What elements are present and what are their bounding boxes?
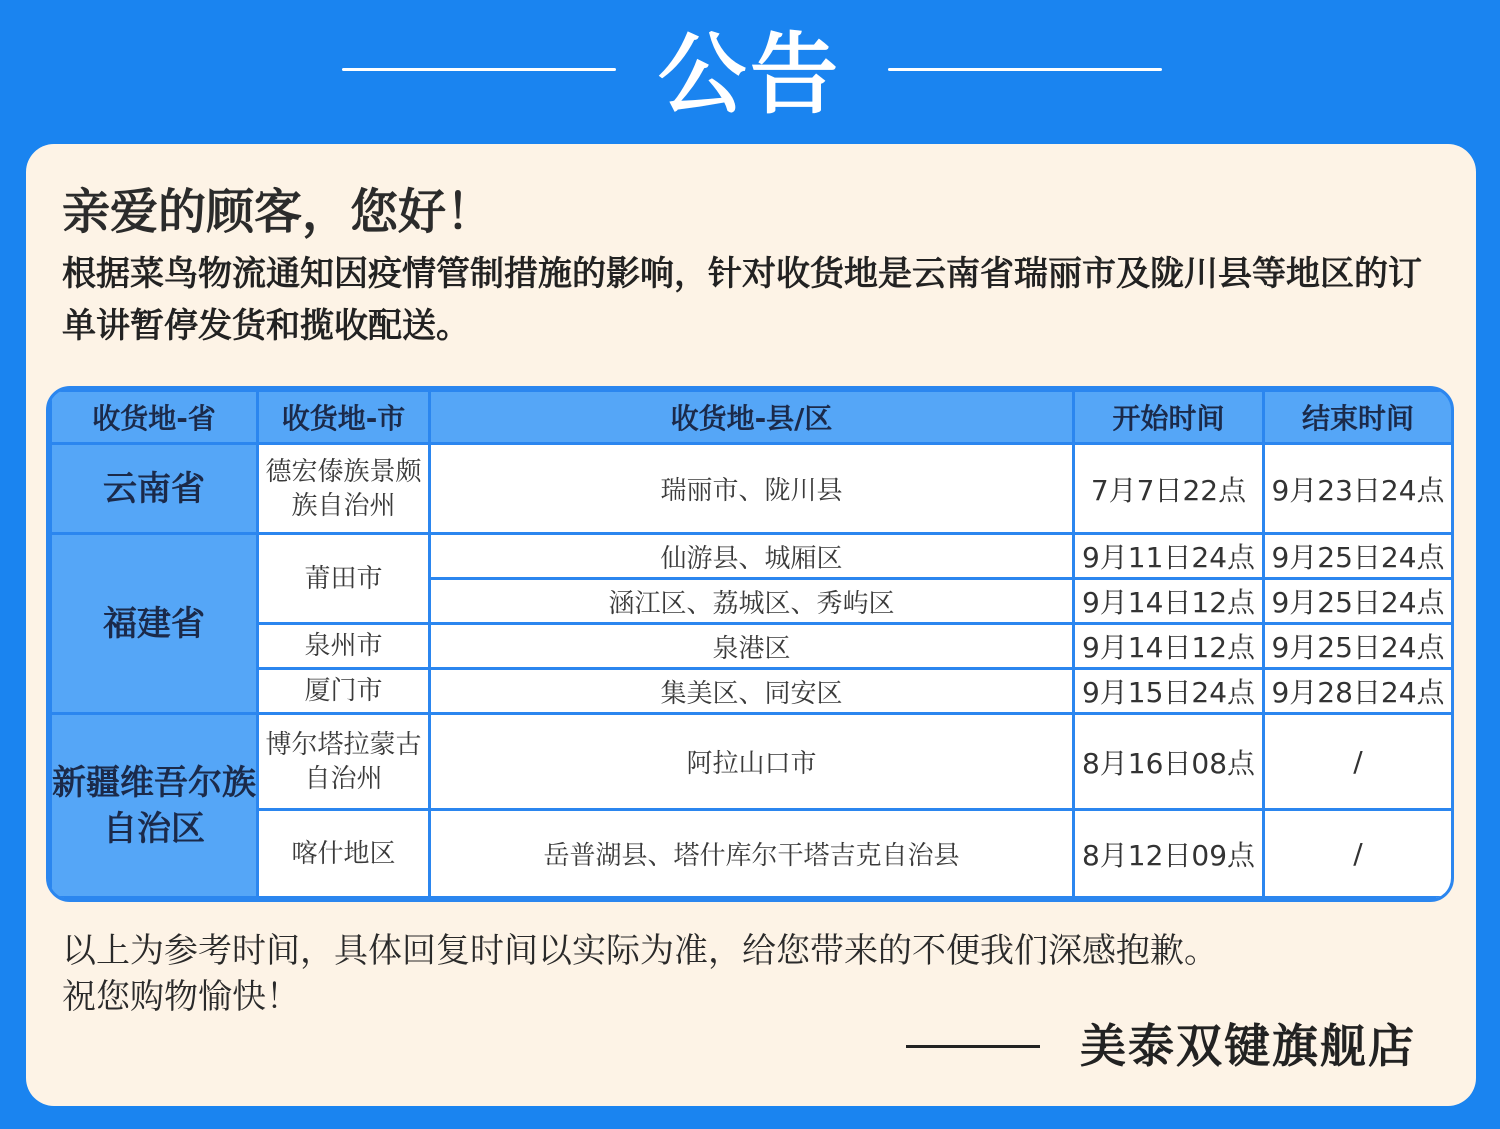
province-cell: 云南省 [51, 444, 258, 534]
city-cell: 博尔塔拉蒙古自治州 [258, 714, 430, 810]
notice-card [26, 144, 1476, 1106]
county-cell: 涵江区、荔城区、秀屿区 [430, 579, 1074, 624]
county-cell: 阿拉山口市 [430, 714, 1074, 810]
closing-paragraph [62, 928, 1442, 1020]
start-time-cell: 9月14日12点 [1074, 579, 1264, 624]
table-row [51, 810, 1453, 898]
column-header-county: 收货地-县/区 [430, 391, 1074, 444]
store-signature: 美泰双键旗舰店 [1080, 1019, 1416, 1073]
end-time-cell: 9月25日24点 [1264, 534, 1453, 579]
signature-block [906, 1010, 1436, 1080]
county-cell: 岳普湖县、塔什库尔干塔吉克自治县 [430, 810, 1074, 898]
signature-dash [906, 1045, 1040, 1048]
end-time-cell: 9月25日24点 [1264, 624, 1453, 669]
city-cell: 喀什地区 [258, 810, 430, 898]
county-cell: 瑞丽市、陇川县 [430, 444, 1074, 534]
table-row [51, 669, 1453, 714]
start-time-cell: 9月14日12点 [1074, 624, 1264, 669]
greeting-heading: 亲爱的顾客，您好！ [62, 184, 495, 240]
end-time-cell: / [1264, 810, 1453, 898]
column-header-end-time: 结束时间 [1264, 391, 1453, 444]
page-title: 公告 [657, 23, 842, 126]
start-time-cell: 8月12日09点 [1074, 810, 1264, 898]
county-cell: 仙游县、城厢区 [430, 534, 1074, 579]
end-time-cell: 9月28日24点 [1264, 669, 1453, 714]
header-banner [0, 0, 1500, 140]
city-cell: 泉州市 [258, 624, 430, 669]
start-time-cell: 8月16日08点 [1074, 714, 1264, 810]
suspension-table [46, 386, 1454, 902]
county-cell: 泉港区 [430, 624, 1074, 669]
column-header-province: 收货地-省 [51, 391, 258, 444]
column-header-city: 收货地-市 [258, 391, 430, 444]
start-time-cell: 9月15日24点 [1074, 669, 1264, 714]
city-cell: 莆田市 [258, 534, 430, 624]
end-time-cell: / [1264, 714, 1453, 810]
city-cell: 厦门市 [258, 669, 430, 714]
province-cell: 新疆维吾尔族自治区 [51, 714, 258, 898]
county-cell: 集美区、同安区 [430, 669, 1074, 714]
start-time-cell: 7月7日22点 [1074, 444, 1264, 534]
table-row [51, 624, 1453, 669]
start-time-cell: 9月11日24点 [1074, 534, 1264, 579]
table-row [51, 534, 1453, 579]
intro-paragraph: 根据菜鸟物流通知因疫情管制措施的影响，针对收货地是云南省瑞丽市及陇川县等地区的订单讲暂停发货和揽收配送。 [62, 254, 1422, 346]
table-row [51, 444, 1453, 534]
apology-text: 以上为参考时间，具体回复时间以实际为准，给您带来的不便我们深感抱歉。 [62, 931, 1218, 971]
header-right-divider [888, 68, 1162, 71]
column-header-start-time: 开始时间 [1074, 391, 1264, 444]
end-time-cell: 9月23日24点 [1264, 444, 1453, 534]
end-time-cell: 9月25日24点 [1264, 579, 1453, 624]
city-cell: 德宏傣族景颇族自治州 [258, 444, 430, 534]
wish-text: 祝您购物愉快！ [62, 977, 300, 1017]
province-cell: 福建省 [51, 534, 258, 714]
table-row [51, 714, 1453, 810]
table-header-row [51, 391, 1453, 444]
